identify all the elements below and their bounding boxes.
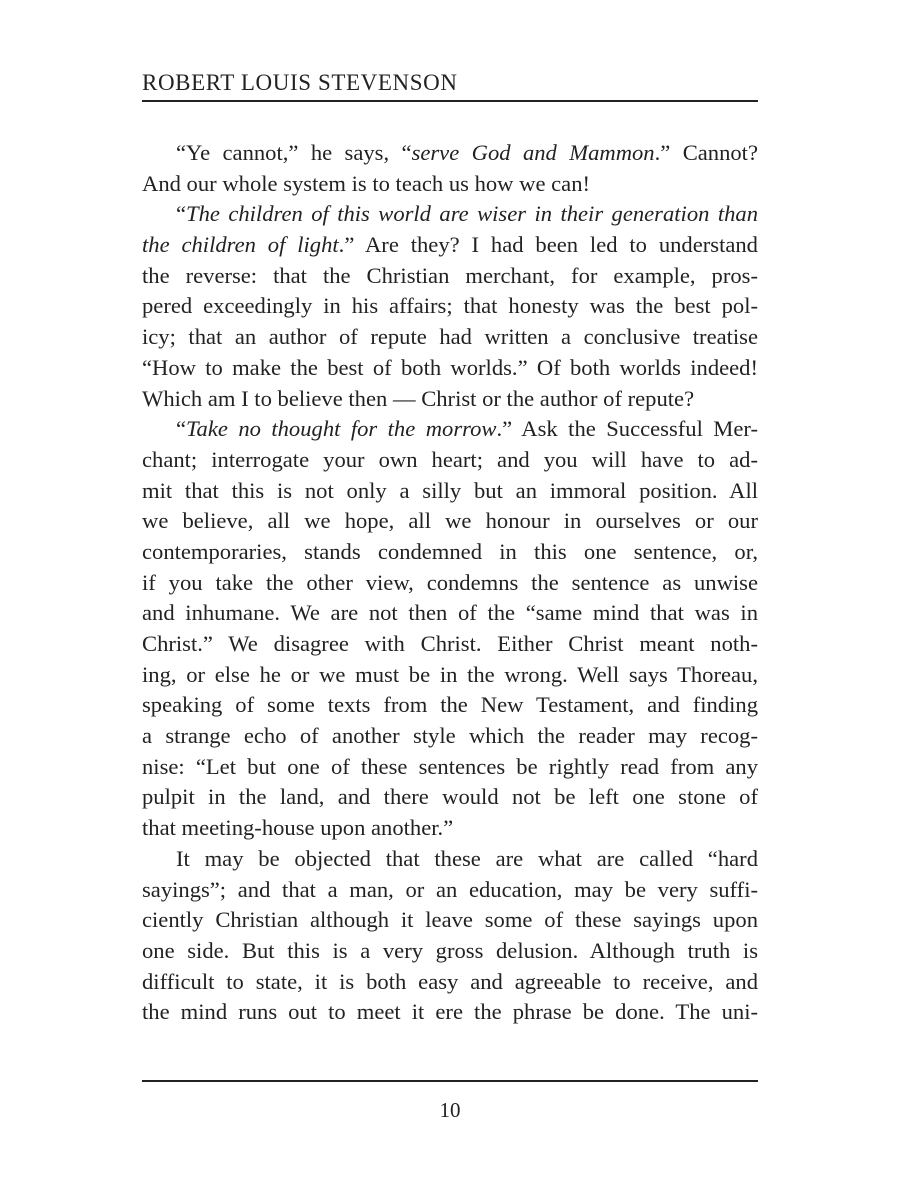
text-line: ing, or else he or we must be in the wrong. Well says Thoreau, (142, 661, 758, 687)
text-line: nise: “Let but one of these sentences be rightly read from any (142, 753, 758, 779)
text-line: the children of light.” Are they? I had been led to understand (142, 232, 758, 258)
text-line: Christ.” We disagree with Christ. Either Christ meant noth- (142, 631, 758, 656)
text-line: the mind runs out to meet it ere the phrase be done. The uni- (142, 999, 758, 1025)
text-line: that meeting-house upon another.” (142, 815, 454, 841)
header-rule (142, 100, 758, 102)
text-line: sayings”; and that a man, or an education, may be very suffi- (142, 876, 758, 902)
text-line: ciently Christian although it leave some of these sayings upon (142, 907, 758, 933)
text-line: “Take no thought for the morrow.” Ask the Successful Mer- (176, 416, 758, 442)
text-line: “The children of this world are wiser in their generation than (176, 201, 758, 227)
text-line: chant; interrogate your own heart; and you will have to ad- (142, 446, 758, 472)
text-line: we believe, all we hope, all we honour in ourselves or our (142, 508, 758, 534)
text-line: mit that this is not only a silly but an immoral position. All (142, 477, 758, 503)
text-line: “Ye cannot,” he says, “serve God and Mammon.” Cannot? (176, 140, 758, 165)
text-line: icy; that an author of repute had written a conclusive treatise (142, 324, 758, 350)
text-line: contemporaries, stands condemned in this one sentence, or, (142, 538, 758, 564)
footer-rule (142, 1080, 758, 1082)
text-line: pered exceedingly in his affairs; that honesty was the best pol- (142, 293, 758, 319)
text-line: the reverse: that the Christian merchant, for example, pros- (142, 262, 758, 288)
text-line: and inhumane. We are not then of the “same mind that was in (142, 600, 758, 626)
text-line: “How to make the best of both worlds.” Of both worlds indeed! (142, 354, 758, 380)
text-line: It may be objected that these are what are called “hard (176, 845, 758, 871)
body-text (142, 138, 758, 1060)
text-line: difficult to state, it is both easy and agreeable to receive, and (142, 968, 758, 994)
text-line: Which am I to believe then — Christ or the author of repute? (142, 385, 695, 411)
running-header-title: ROBERT LOUIS STEVENSON (142, 70, 458, 95)
text-line: pulpit in the land, and there would not be left one stone of (142, 784, 758, 810)
page-number: 10 (439, 1098, 461, 1122)
text-line: And our whole system is to teach us how we can! (142, 170, 591, 196)
text-line: one side. But this is a very gross delusion. Although truth is (142, 937, 758, 963)
text-line: speaking of some texts from the New Testament, and finding (142, 692, 758, 718)
text-line: if you take the other view, condemns the sentence as unwise (142, 569, 758, 595)
text-line: a strange echo of another style which the reader may recog- (142, 723, 758, 749)
